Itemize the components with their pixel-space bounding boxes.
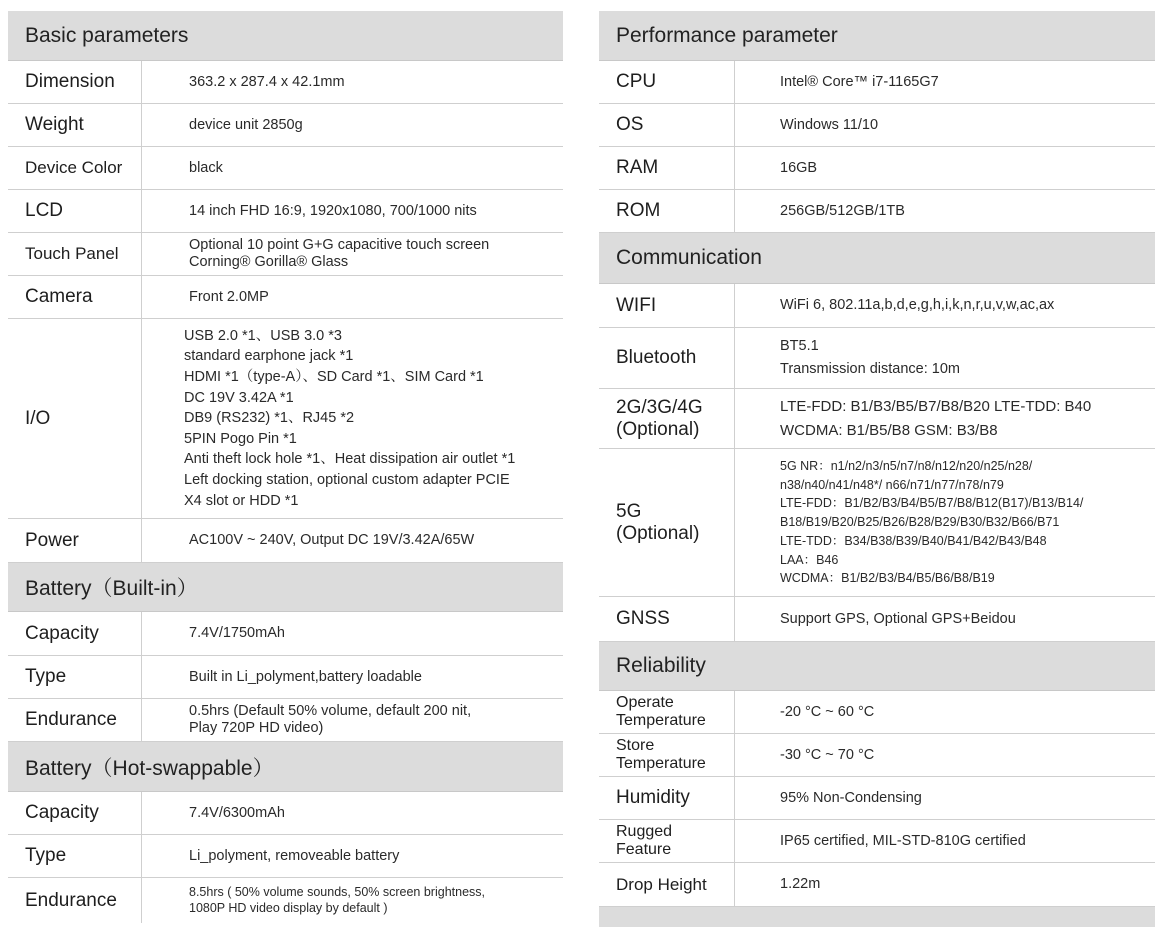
spec-value-line: 1080P HD video display by default ) <box>189 900 388 915</box>
spec-value-line: n38/n40/n41/n48*/ n66/n71/n77/n78/n79 <box>780 477 1004 492</box>
spec-label: Endurance <box>8 878 142 923</box>
spec-value-line: 7.4V/6300mAh <box>189 804 285 821</box>
spec-row-device-color <box>8 147 563 190</box>
spec-label-line: Temperature <box>616 755 706 772</box>
spec-row-ram <box>599 147 1155 190</box>
section-header-next <box>599 907 1155 927</box>
spec-label: Capacity <box>8 792 142 834</box>
spec-value-line: Li_polyment, removeable battery <box>189 847 400 864</box>
spec-row-os <box>599 104 1155 147</box>
spec-label-line: Rugged <box>616 822 673 840</box>
spec-value-line: LTE-FDD：B1/B2/B3/B4/B5/B7/B8/B12(B17)/B13/B14/ <box>780 496 1084 511</box>
spec-value <box>142 147 563 189</box>
spec-label-line: Temperature <box>616 712 706 729</box>
left-column <box>8 11 563 923</box>
spec-value-line: 7.4V/1750mAh <box>189 625 285 642</box>
spec-label: Power <box>8 519 142 562</box>
spec-row-io <box>8 319 563 519</box>
spec-value-line: Play 720P HD video) <box>189 720 324 736</box>
spec-value <box>142 612 563 655</box>
section-header-battery-hot: Battery（Hot-swappable） <box>8 742 563 792</box>
spec-value <box>142 319 563 518</box>
spec-value <box>735 449 1155 596</box>
spec-value-line: 8.5hrs ( 50% volume sounds, 50% screen brightness, <box>189 884 485 899</box>
spec-label: Bluetooth <box>599 328 735 388</box>
spec-label <box>599 389 735 448</box>
spec-value-line: Support GPS, Optional GPS+Beidou <box>780 610 1016 627</box>
spec-value <box>735 284 1155 327</box>
spec-label: Camera <box>8 276 142 318</box>
spec-row-type <box>8 656 563 699</box>
spec-value <box>735 104 1155 146</box>
spec-value-line: USB 2.0 *1、USB 3.0 *3 <box>184 327 342 344</box>
spec-row-drop-height <box>599 863 1155 907</box>
spec-value-line: 256GB/512GB/1TB <box>780 202 905 219</box>
spec-label-line: 2G/3G/4G <box>616 396 703 418</box>
spec-label-line: (Optional) <box>616 418 700 440</box>
spec-value-line: LAA：B46 <box>780 552 839 567</box>
spec-value <box>142 792 563 834</box>
spec-label: Humidity <box>599 777 735 819</box>
spec-value-line: device unit 2850g <box>189 116 303 133</box>
spec-row-operate-temperature <box>599 691 1155 734</box>
spec-row-wifi <box>599 284 1155 328</box>
spec-row-gnss <box>599 597 1155 642</box>
spec-row-humidity <box>599 777 1155 820</box>
spec-row-camera <box>8 276 563 319</box>
spec-row-endurance <box>8 878 563 923</box>
spec-row-lcd <box>8 190 563 233</box>
spec-value-line: -20 °C ~ 60 °C <box>780 703 875 720</box>
spec-value <box>735 863 1155 906</box>
spec-value-line: LTE-FDD: B1/B3/B5/B7/B8/B20 LTE-TDD: B40 <box>780 398 1092 416</box>
spec-row-2g3g4g <box>599 389 1155 449</box>
section-header-communication: Communication <box>599 233 1155 284</box>
spec-value-line: Anti theft lock hole *1、Heat dissipation air outlet *1 <box>184 451 516 468</box>
spec-label: Type <box>8 835 142 877</box>
spec-value <box>735 190 1155 232</box>
spec-row-5g <box>599 449 1155 597</box>
spec-row-rom <box>599 190 1155 233</box>
spec-value <box>142 61 563 103</box>
spec-label-line: Store <box>616 736 655 754</box>
spec-value-line: 14 inch FHD 16:9, 1920x1080, 700/1000 nits <box>189 202 477 219</box>
spec-value <box>735 691 1155 733</box>
spec-row-power <box>8 519 563 563</box>
spec-value <box>735 328 1155 388</box>
section-header-performance: Performance parameter <box>599 11 1155 61</box>
spec-label <box>599 449 735 596</box>
spec-value-line: AC100V ~ 240V, Output DC 19V/3.42A/65W <box>189 532 475 549</box>
spec-value <box>735 147 1155 189</box>
spec-label: WIFI <box>599 284 735 327</box>
spec-label: Endurance <box>8 699 142 741</box>
spec-label: I/O <box>8 319 142 518</box>
spec-value-line: Front 2.0MP <box>189 288 269 305</box>
spec-label <box>599 820 735 862</box>
spec-label-line: Operate <box>616 693 674 711</box>
spec-value <box>735 61 1155 103</box>
spec-row-rugged-feature <box>599 820 1155 863</box>
spec-value-line: DB9 (RS232) *1、RJ45 *2 <box>184 410 355 427</box>
spec-row-store-temperature <box>599 734 1155 777</box>
spec-value-line: Corning® Gorilla® Glass <box>189 254 349 270</box>
spec-value-line: Windows 11/10 <box>780 116 879 133</box>
spec-label: GNSS <box>599 597 735 641</box>
spec-label <box>599 691 735 733</box>
spec-value <box>735 389 1155 448</box>
spec-value <box>142 233 563 275</box>
spec-row-dimension <box>8 61 563 104</box>
spec-label: RAM <box>599 147 735 189</box>
spec-value-line: HDMI *1（type-A）、SD Card *1、SIM Card *1 <box>184 369 484 386</box>
spec-value <box>142 656 563 698</box>
spec-value <box>142 835 563 877</box>
spec-value <box>142 190 563 232</box>
spec-value-line: LTE-TDD：B34/B38/B39/B40/B41/B42/B43/B48 <box>780 533 1047 548</box>
spec-value <box>735 777 1155 819</box>
spec-row-type <box>8 835 563 878</box>
spec-value-line: Transmission distance: 10m <box>780 361 960 377</box>
spec-value <box>735 820 1155 862</box>
spec-value-line: 16GB <box>780 159 818 176</box>
spec-row-cpu <box>599 61 1155 104</box>
spec-value-line: -30 °C ~ 70 °C <box>780 746 875 763</box>
spec-value-line: 0.5hrs (Default 50% volume, default 200 nit, <box>189 703 472 720</box>
spec-row-weight <box>8 104 563 147</box>
section-header-basic: Basic parameters <box>8 11 563 61</box>
spec-value-line: Built in Li_polyment,battery loadable <box>189 668 422 685</box>
spec-label: Weight <box>8 104 142 146</box>
spec-label: Dimension <box>8 61 142 103</box>
spec-value <box>142 519 563 562</box>
spec-value <box>735 734 1155 776</box>
spec-value-line: Optional 10 point G+G capacitive touch screen <box>189 237 490 254</box>
spec-value-line: Left docking station, optional custom adapter PCIE <box>184 471 510 488</box>
spec-value-line: WCDMA: B1/B5/B8 GSM: B3/B8 <box>780 421 998 439</box>
spec-value-line: Intel® Core™ i7-1165G7 <box>780 73 939 90</box>
spec-value-line: 363.2 x 287.4 x 42.1mm <box>189 73 345 90</box>
spec-value-line: 95% Non-Condensing <box>780 789 922 806</box>
spec-value-line: 5G NR：n1/n2/n3/n5/n7/n8/n12/n20/n25/n28/ <box>780 458 1033 473</box>
spec-label: LCD <box>8 190 142 232</box>
spec-value-line: BT5.1 <box>780 337 819 354</box>
spec-value <box>735 597 1155 641</box>
spec-value-line: B18/B19/B20/B25/B26/B28/B29/B30/B32/B66/B71 <box>780 515 1060 530</box>
spec-row-capacity <box>8 612 563 656</box>
spec-value-line: 1.22m <box>780 876 821 893</box>
spec-value <box>142 878 563 923</box>
section-header-reliability: Reliability <box>599 642 1155 691</box>
spec-row-capacity <box>8 792 563 835</box>
spec-value <box>142 699 563 741</box>
spec-row-endurance <box>8 699 563 742</box>
spec-value-line: black <box>189 159 223 176</box>
spec-value-line: DC 19V 3.42A *1 <box>184 389 294 406</box>
spec-row-bluetooth <box>599 328 1155 389</box>
spec-value-line: standard earphone jack *1 <box>184 348 354 365</box>
spec-value <box>142 276 563 318</box>
spec-label: CPU <box>599 61 735 103</box>
spec-value-line: 5PIN Pogo Pin *1 <box>184 430 297 447</box>
spec-value-line: X4 slot or HDD *1 <box>184 492 299 509</box>
spec-label-line: Feature <box>616 841 672 858</box>
spec-value-line: WCDMA：B1/B2/B3/B4/B5/B6/B8/B19 <box>780 571 995 586</box>
spec-label: Device Color <box>8 147 142 189</box>
spec-label: Touch Panel <box>8 233 142 275</box>
spec-label: Capacity <box>8 612 142 655</box>
section-header-battery-builtin: Battery（Built-in） <box>8 563 563 612</box>
spec-value <box>142 104 563 146</box>
spec-value-line: IP65 certified, MIL-STD-810G certified <box>780 832 1026 849</box>
spec-label: OS <box>599 104 735 146</box>
spec-label: Drop Height <box>599 863 735 906</box>
spec-label: Type <box>8 656 142 698</box>
spec-row-touch-panel <box>8 233 563 276</box>
spec-label <box>599 734 735 776</box>
right-column <box>599 11 1155 927</box>
spec-value-line: WiFi 6, 802.11a,b,d,e,g,h,i,k,n,r,u,v,w,ac,ax <box>780 297 1055 314</box>
spec-label-line: 5G <box>616 500 642 522</box>
spec-label: ROM <box>599 190 735 232</box>
spec-label-line: (Optional) <box>616 522 700 544</box>
